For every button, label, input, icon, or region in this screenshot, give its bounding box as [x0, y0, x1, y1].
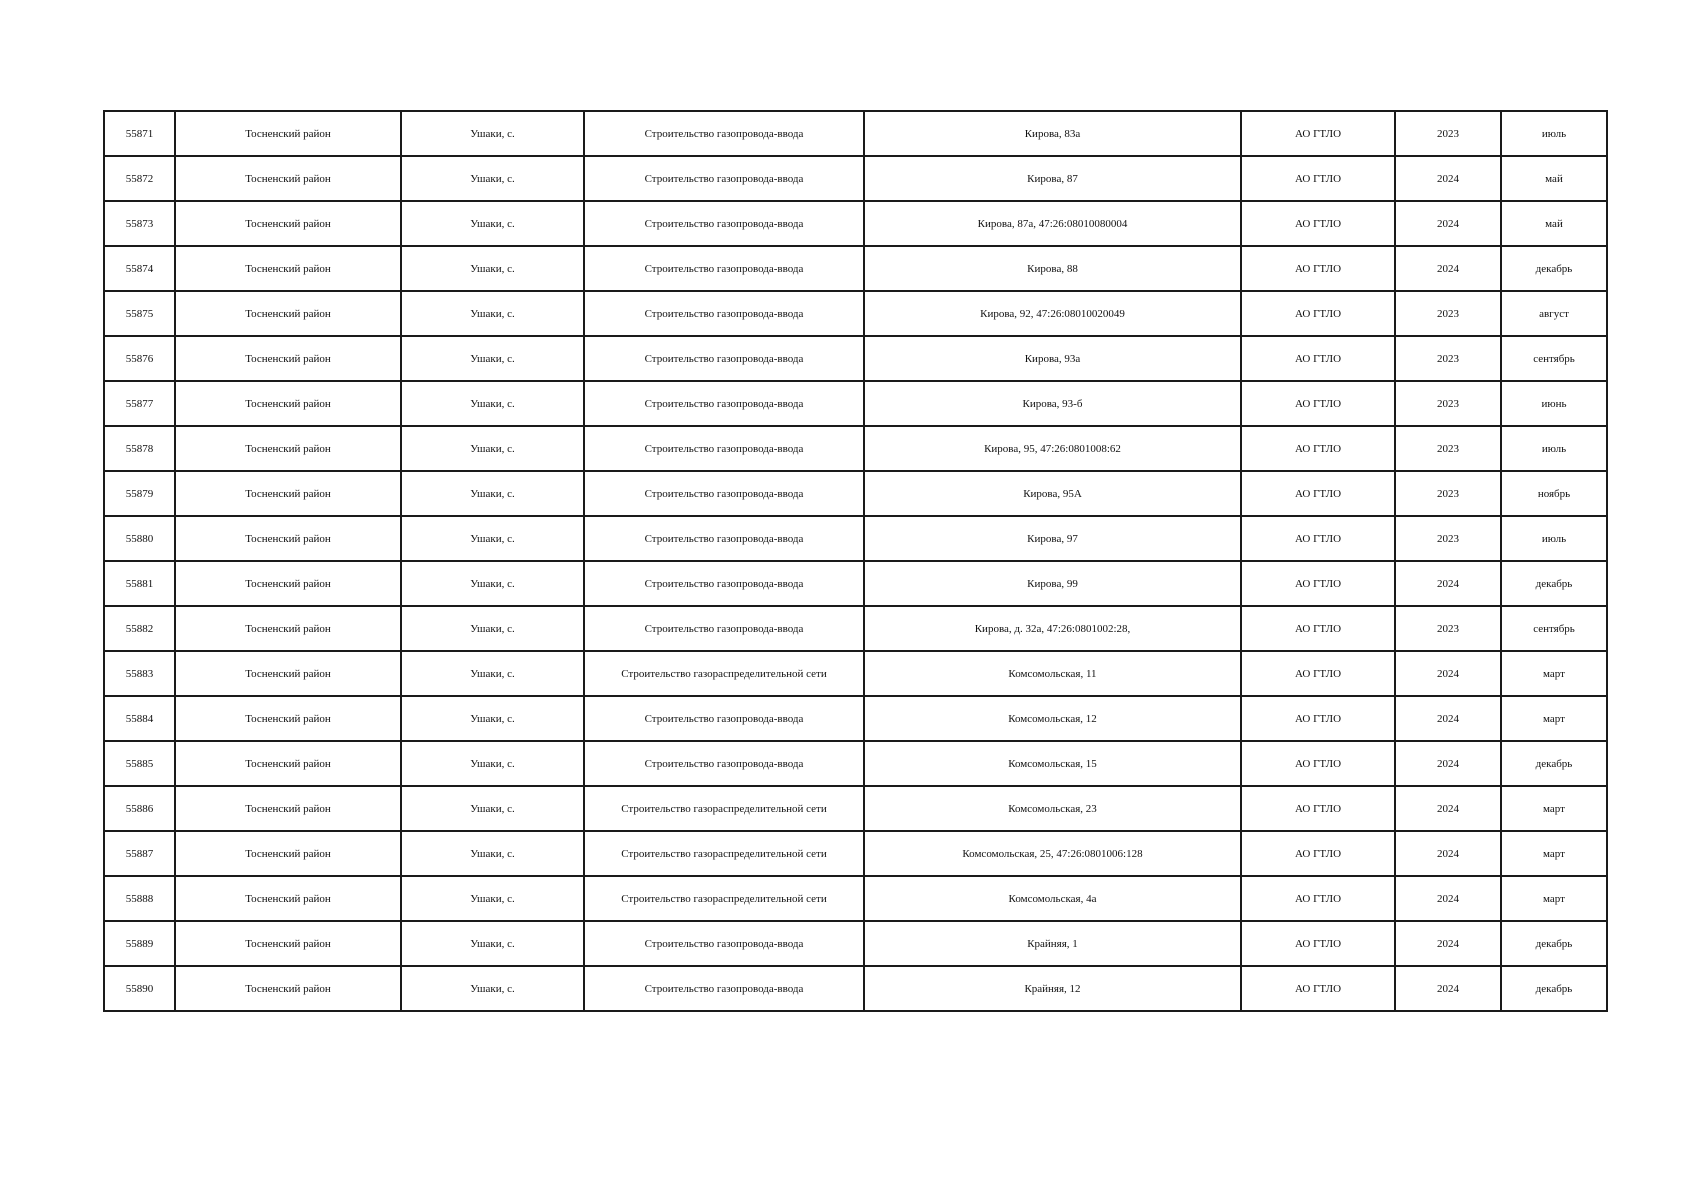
district-cell: Тосненский район: [175, 246, 401, 291]
record-id-cell: 55882: [104, 606, 175, 651]
work-type-cell: Строительство газопровода-ввода: [584, 696, 864, 741]
record-id-cell: 55890: [104, 966, 175, 1011]
district-cell: Тосненский район: [175, 921, 401, 966]
district-cell: Тосненский район: [175, 291, 401, 336]
settlement-cell: Ушаки, с.: [401, 426, 584, 471]
settlement-cell: Ушаки, с.: [401, 651, 584, 696]
record-id-cell: 55885: [104, 741, 175, 786]
month-cell: июль: [1501, 111, 1607, 156]
contractor-cell: АО ГТЛО: [1241, 651, 1395, 696]
district-cell: Тосненский район: [175, 426, 401, 471]
year-cell: 2024: [1395, 966, 1501, 1011]
district-cell: Тосненский район: [175, 336, 401, 381]
month-cell: сентябрь: [1501, 606, 1607, 651]
work-type-cell: Строительство газопровода-ввода: [584, 561, 864, 606]
year-cell: 2024: [1395, 876, 1501, 921]
district-cell: Тосненский район: [175, 606, 401, 651]
contractor-cell: АО ГТЛО: [1241, 156, 1395, 201]
table-row: [104, 471, 1607, 516]
record-id-cell: 55880: [104, 516, 175, 561]
work-type-cell: Строительство газопровода-ввода: [584, 156, 864, 201]
settlement-cell: Ушаки, с.: [401, 561, 584, 606]
table-row: [104, 561, 1607, 606]
district-cell: Тосненский район: [175, 741, 401, 786]
record-id-cell: 55878: [104, 426, 175, 471]
table-row: [104, 696, 1607, 741]
record-id-cell: 55881: [104, 561, 175, 606]
district-cell: Тосненский район: [175, 201, 401, 246]
month-cell: август: [1501, 291, 1607, 336]
contractor-cell: АО ГТЛО: [1241, 831, 1395, 876]
record-id-cell: 55884: [104, 696, 175, 741]
work-type-cell: Строительство газопровода-ввода: [584, 426, 864, 471]
settlement-cell: Ушаки, с.: [401, 966, 584, 1011]
record-id-cell: 55877: [104, 381, 175, 426]
address-cell: Комсомольская, 4а: [864, 876, 1241, 921]
work-type-cell: Строительство газопровода-ввода: [584, 246, 864, 291]
settlement-cell: Ушаки, с.: [401, 606, 584, 651]
data-table: [103, 110, 1608, 1012]
year-cell: 2023: [1395, 606, 1501, 651]
district-cell: Тосненский район: [175, 471, 401, 516]
contractor-cell: АО ГТЛО: [1241, 561, 1395, 606]
month-cell: март: [1501, 786, 1607, 831]
year-cell: 2024: [1395, 786, 1501, 831]
table-row: [104, 201, 1607, 246]
month-cell: март: [1501, 696, 1607, 741]
contractor-cell: АО ГТЛО: [1241, 876, 1395, 921]
address-cell: Кирова, д. 32а, 47:26:0801002:28,: [864, 606, 1241, 651]
district-cell: Тосненский район: [175, 696, 401, 741]
month-cell: июнь: [1501, 381, 1607, 426]
contractor-cell: АО ГТЛО: [1241, 786, 1395, 831]
settlement-cell: Ушаки, с.: [401, 831, 584, 876]
settlement-cell: Ушаки, с.: [401, 381, 584, 426]
district-cell: Тосненский район: [175, 786, 401, 831]
table-row: [104, 831, 1607, 876]
address-cell: Комсомольская, 11: [864, 651, 1241, 696]
month-cell: март: [1501, 831, 1607, 876]
record-id-cell: 55888: [104, 876, 175, 921]
table-row: [104, 651, 1607, 696]
table-row: [104, 381, 1607, 426]
district-cell: Тосненский район: [175, 651, 401, 696]
year-cell: 2023: [1395, 516, 1501, 561]
record-id-cell: 55874: [104, 246, 175, 291]
address-cell: Кирова, 83а: [864, 111, 1241, 156]
address-cell: Кирова, 92, 47:26:08010020049: [864, 291, 1241, 336]
contractor-cell: АО ГТЛО: [1241, 336, 1395, 381]
address-cell: Кирова, 95, 47:26:0801008:62: [864, 426, 1241, 471]
district-cell: Тосненский район: [175, 831, 401, 876]
address-cell: Кирова, 93-б: [864, 381, 1241, 426]
address-cell: Кирова, 93а: [864, 336, 1241, 381]
settlement-cell: Ушаки, с.: [401, 876, 584, 921]
record-id-cell: 55883: [104, 651, 175, 696]
contractor-cell: АО ГТЛО: [1241, 966, 1395, 1011]
record-id-cell: 55889: [104, 921, 175, 966]
settlement-cell: Ушаки, с.: [401, 471, 584, 516]
address-cell: Кирова, 87а, 47:26:08010080004: [864, 201, 1241, 246]
settlement-cell: Ушаки, с.: [401, 516, 584, 561]
year-cell: 2024: [1395, 741, 1501, 786]
contractor-cell: АО ГТЛО: [1241, 246, 1395, 291]
table-row: [104, 606, 1607, 651]
year-cell: 2024: [1395, 561, 1501, 606]
table-row: [104, 876, 1607, 921]
month-cell: декабрь: [1501, 741, 1607, 786]
settlement-cell: Ушаки, с.: [401, 291, 584, 336]
work-type-cell: Строительство газопровода-ввода: [584, 291, 864, 336]
table-row: [104, 966, 1607, 1011]
address-cell: Кирова, 95А: [864, 471, 1241, 516]
contractor-cell: АО ГТЛО: [1241, 111, 1395, 156]
month-cell: декабрь: [1501, 921, 1607, 966]
table-row: [104, 516, 1607, 561]
work-type-cell: Строительство газораспределительной сети: [584, 876, 864, 921]
contractor-cell: АО ГТЛО: [1241, 201, 1395, 246]
year-cell: 2024: [1395, 156, 1501, 201]
work-type-cell: Строительство газопровода-ввода: [584, 516, 864, 561]
work-type-cell: Строительство газораспределительной сети: [584, 651, 864, 696]
settlement-cell: Ушаки, с.: [401, 336, 584, 381]
district-cell: Тосненский район: [175, 111, 401, 156]
record-id-cell: 55886: [104, 786, 175, 831]
month-cell: декабрь: [1501, 561, 1607, 606]
month-cell: июль: [1501, 426, 1607, 471]
settlement-cell: Ушаки, с.: [401, 246, 584, 291]
record-id-cell: 55875: [104, 291, 175, 336]
record-id-cell: 55873: [104, 201, 175, 246]
month-cell: сентябрь: [1501, 336, 1607, 381]
contractor-cell: АО ГТЛО: [1241, 696, 1395, 741]
table-row: [104, 741, 1607, 786]
contractor-cell: АО ГТЛО: [1241, 426, 1395, 471]
work-type-cell: Строительство газопровода-ввода: [584, 336, 864, 381]
month-cell: декабрь: [1501, 966, 1607, 1011]
district-cell: Тосненский район: [175, 876, 401, 921]
contractor-cell: АО ГТЛО: [1241, 741, 1395, 786]
contractor-cell: АО ГТЛО: [1241, 516, 1395, 561]
table-row: [104, 786, 1607, 831]
work-type-cell: Строительство газораспределительной сети: [584, 831, 864, 876]
district-cell: Тосненский район: [175, 156, 401, 201]
work-type-cell: Строительство газопровода-ввода: [584, 381, 864, 426]
contractor-cell: АО ГТЛО: [1241, 471, 1395, 516]
year-cell: 2024: [1395, 921, 1501, 966]
month-cell: май: [1501, 201, 1607, 246]
contractor-cell: АО ГТЛО: [1241, 921, 1395, 966]
year-cell: 2024: [1395, 651, 1501, 696]
settlement-cell: Ушаки, с.: [401, 921, 584, 966]
month-cell: март: [1501, 651, 1607, 696]
settlement-cell: Ушаки, с.: [401, 156, 584, 201]
year-cell: 2023: [1395, 471, 1501, 516]
work-type-cell: Строительство газопровода-ввода: [584, 201, 864, 246]
record-id-cell: 55872: [104, 156, 175, 201]
settlement-cell: Ушаки, с.: [401, 786, 584, 831]
address-cell: Комсомольская, 23: [864, 786, 1241, 831]
year-cell: 2024: [1395, 696, 1501, 741]
table-row: [104, 111, 1607, 156]
address-cell: Кирова, 88: [864, 246, 1241, 291]
settlement-cell: Ушаки, с.: [401, 201, 584, 246]
district-cell: Тосненский район: [175, 381, 401, 426]
contractor-cell: АО ГТЛО: [1241, 606, 1395, 651]
work-type-cell: Строительство газопровода-ввода: [584, 111, 864, 156]
table-row: [104, 426, 1607, 471]
record-id-cell: 55887: [104, 831, 175, 876]
address-cell: Кирова, 97: [864, 516, 1241, 561]
district-cell: Тосненский район: [175, 966, 401, 1011]
table-row: [104, 156, 1607, 201]
year-cell: 2023: [1395, 111, 1501, 156]
contractor-cell: АО ГТЛО: [1241, 381, 1395, 426]
month-cell: декабрь: [1501, 246, 1607, 291]
work-type-cell: Строительство газопровода-ввода: [584, 921, 864, 966]
year-cell: 2023: [1395, 381, 1501, 426]
year-cell: 2023: [1395, 291, 1501, 336]
year-cell: 2024: [1395, 831, 1501, 876]
district-cell: Тосненский район: [175, 561, 401, 606]
month-cell: март: [1501, 876, 1607, 921]
month-cell: ноябрь: [1501, 471, 1607, 516]
settlement-cell: Ушаки, с.: [401, 741, 584, 786]
table-row: [104, 246, 1607, 291]
address-cell: Комсомольская, 12: [864, 696, 1241, 741]
year-cell: 2023: [1395, 426, 1501, 471]
settlement-cell: Ушаки, с.: [401, 696, 584, 741]
district-cell: Тосненский район: [175, 516, 401, 561]
address-cell: Крайняя, 1: [864, 921, 1241, 966]
work-type-cell: Строительство газопровода-ввода: [584, 966, 864, 1011]
record-id-cell: 55876: [104, 336, 175, 381]
contractor-cell: АО ГТЛО: [1241, 291, 1395, 336]
record-id-cell: 55871: [104, 111, 175, 156]
year-cell: 2024: [1395, 201, 1501, 246]
address-cell: Комсомольская, 15: [864, 741, 1241, 786]
table-row: [104, 921, 1607, 966]
work-type-cell: Строительство газопровода-ввода: [584, 471, 864, 516]
table-body: [104, 111, 1607, 1011]
work-type-cell: Строительство газопровода-ввода: [584, 741, 864, 786]
address-cell: Кирова, 87: [864, 156, 1241, 201]
settlement-cell: Ушаки, с.: [401, 111, 584, 156]
month-cell: май: [1501, 156, 1607, 201]
year-cell: 2024: [1395, 246, 1501, 291]
month-cell: июль: [1501, 516, 1607, 561]
table-row: [104, 336, 1607, 381]
table-row: [104, 291, 1607, 336]
record-id-cell: 55879: [104, 471, 175, 516]
year-cell: 2023: [1395, 336, 1501, 381]
work-type-cell: Строительство газопровода-ввода: [584, 606, 864, 651]
address-cell: Крайняя, 12: [864, 966, 1241, 1011]
address-cell: Комсомольская, 25, 47:26:0801006:128: [864, 831, 1241, 876]
address-cell: Кирова, 99: [864, 561, 1241, 606]
work-type-cell: Строительство газораспределительной сети: [584, 786, 864, 831]
